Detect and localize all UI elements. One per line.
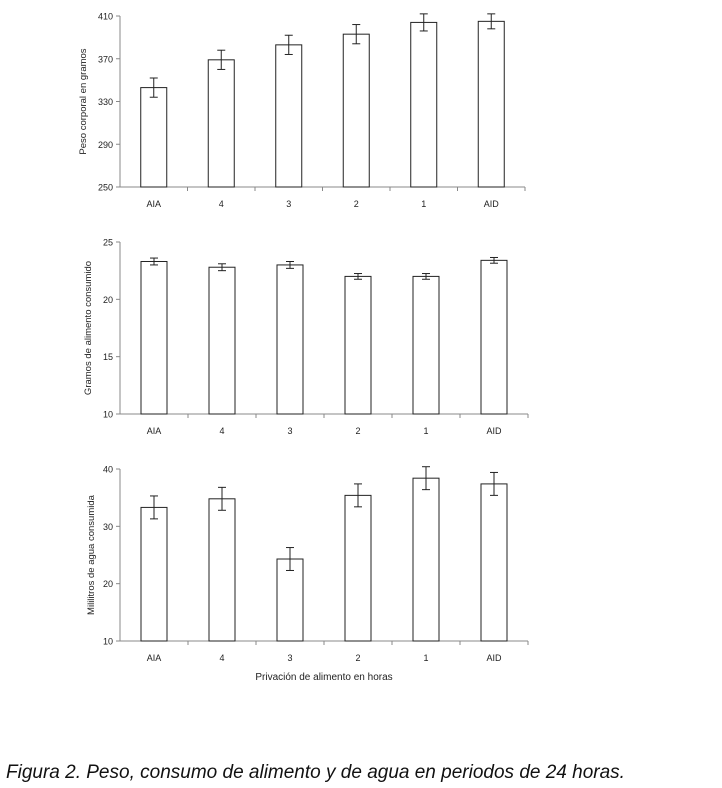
x-tick-label: 2 <box>355 426 361 436</box>
bar-2 <box>343 34 369 187</box>
chart-panel-3 <box>86 465 528 684</box>
y-tick-label: 25 <box>102 237 113 248</box>
y-tick-label: 290 <box>97 139 113 150</box>
chart-panel-1 <box>78 12 525 210</box>
bar-4 <box>209 267 235 414</box>
bar-AIA <box>141 261 167 414</box>
x-tick-label: 1 <box>421 199 427 209</box>
y-axis-label: Peso corporal en gramos <box>78 48 89 155</box>
bar-3 <box>277 265 303 414</box>
y-tick-label: 10 <box>102 636 113 647</box>
x-tick-label: 1 <box>423 426 429 436</box>
y-tick-label: 30 <box>102 521 113 532</box>
bar-AID <box>481 260 507 414</box>
x-axis-label: Privación de alimento en horas <box>255 672 393 683</box>
y-tick-label: 15 <box>102 352 113 363</box>
x-tick-label: AIA <box>146 653 162 663</box>
x-tick-label: AID <box>486 653 502 663</box>
x-tick-label: AID <box>483 199 499 209</box>
y-tick-label: 370 <box>97 54 113 65</box>
y-tick-label: 330 <box>97 97 113 107</box>
x-tick-label: 2 <box>353 199 359 209</box>
x-tick-label: AID <box>486 426 502 436</box>
figure-caption: Figura 2. Peso, consumo de alimento y de agua en periodos de 24 horas. <box>6 762 625 783</box>
x-tick-label: 1 <box>423 653 429 663</box>
y-tick-label: 20 <box>102 579 113 590</box>
x-tick-label: AIA <box>146 199 162 209</box>
bar-AID <box>478 21 504 187</box>
chart-panel-2 <box>83 238 528 437</box>
bar-3 <box>277 559 303 641</box>
y-tick-label: 10 <box>102 409 113 420</box>
x-tick-label: 2 <box>355 653 361 663</box>
bar-1 <box>413 276 439 414</box>
y-tick-label: 250 <box>97 182 113 193</box>
y-tick-label: 40 <box>102 464 113 475</box>
x-tick-label: 3 <box>287 426 293 436</box>
bar-1 <box>413 478 439 641</box>
x-tick-label: 4 <box>219 426 225 436</box>
y-axis-label: Gramos de alimento consumido <box>83 260 94 396</box>
y-tick-label: 410 <box>97 11 113 22</box>
x-tick-label: 3 <box>286 199 292 209</box>
bar-AIA <box>141 507 167 641</box>
bar-3 <box>276 45 302 187</box>
bar-4 <box>209 499 235 641</box>
bar-2 <box>345 495 371 641</box>
x-tick-label: AIA <box>146 426 162 436</box>
bar-4 <box>208 60 234 187</box>
y-axis-label: Mililitros de agua consumida <box>86 495 97 615</box>
bar-1 <box>411 22 437 187</box>
x-tick-label: 3 <box>287 653 293 663</box>
x-tick-label: 4 <box>218 199 224 209</box>
bar-AID <box>481 484 507 641</box>
x-tick-label: 4 <box>219 653 225 663</box>
bar-2 <box>345 276 371 414</box>
bar-AIA <box>141 88 167 187</box>
y-tick-label: 20 <box>102 294 113 305</box>
